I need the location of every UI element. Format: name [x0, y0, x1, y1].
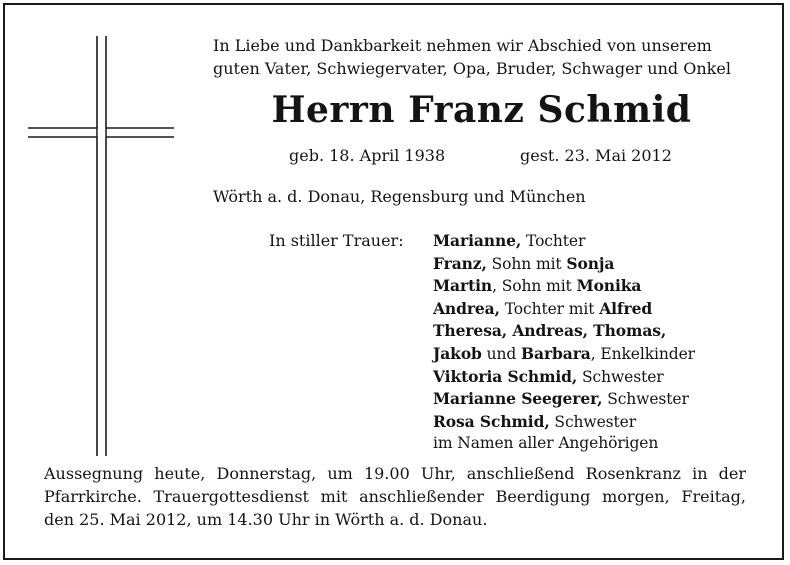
mourner-name: Andrea,	[433, 298, 500, 318]
mourner-entry	[433, 320, 695, 343]
mourner-entry	[433, 253, 695, 276]
funeral-details	[44, 462, 746, 531]
mourner-entry	[433, 298, 695, 321]
mourner-entry	[433, 433, 695, 455]
mourner-relation: Schwester	[602, 390, 689, 409]
mourner-relation: , Sohn mit	[492, 277, 577, 296]
mourner-name: Alfred	[599, 298, 653, 318]
mourner-relation: und	[481, 344, 522, 363]
mourner-name: Marianne,	[433, 231, 522, 250]
mourner-relation: Tochter mit	[499, 299, 600, 318]
birth-date: geb. 18. April 1938	[289, 146, 446, 165]
mourner-name: Marianne Seegerer,	[433, 389, 603, 409]
mourner-entry	[433, 366, 695, 389]
deceased-name: Herrn Franz Schmid	[271, 89, 692, 131]
mourner-relation: Sohn mit	[486, 254, 567, 273]
mourner-relation: im Namen aller Angehörigen	[433, 434, 659, 453]
funeral-line: Aussegnung heute, Donnerstag, um 19.00 Uhr, anschließend Rosenkranz in der	[44, 464, 746, 483]
mourner-relation: , Enkelkinder	[590, 344, 695, 363]
mourner-name: Martin	[433, 276, 493, 296]
mourning-label: In stiller Trauer:	[269, 231, 404, 250]
mourner-entry	[433, 388, 695, 411]
funeral-line: Pfarrkirche. Trauergottesdienst mit anschließender Beerdigung morgen, Freitag,	[44, 487, 746, 506]
funeral-line: den 25. Mai 2012, um 14.30 Uhr in Wörth a. d. Donau.	[44, 510, 488, 529]
intro-line: guten Vater, Schwiegervater, Opa, Bruder, Schwager und Onkel	[213, 59, 731, 78]
mourner-entry	[433, 275, 695, 298]
mourner-name: Viktoria Schmid,	[433, 366, 578, 386]
mourner-name: Sonja	[566, 253, 615, 273]
mourner-name: Jakob	[433, 343, 482, 363]
cross-icon	[28, 36, 174, 456]
mourner-name: Rosa Schmid,	[433, 411, 550, 431]
mourner-entry	[433, 411, 695, 434]
mourner-relation: Schwester	[549, 412, 637, 431]
locations: Wörth a. d. Donau, Regensburg und München	[213, 187, 586, 206]
mourner-name: Monika	[576, 276, 642, 296]
mourner-name: Barbara	[521, 343, 591, 363]
death-date: gest. 23. Mai 2012	[520, 146, 672, 165]
mourner-relation: Tochter	[521, 232, 586, 250]
mourners-list	[433, 230, 695, 455]
mourner-name: Theresa, Andreas, Thomas,	[433, 321, 667, 341]
mourner-name: Franz,	[433, 253, 487, 273]
mourner-entry	[433, 343, 695, 366]
mourner-relation: Schwester	[577, 367, 664, 386]
mourner-entry	[433, 230, 695, 253]
intro-line: In Liebe und Dankbarkeit nehmen wir Abschied von unserem	[213, 36, 712, 55]
intro-text	[213, 34, 753, 80]
